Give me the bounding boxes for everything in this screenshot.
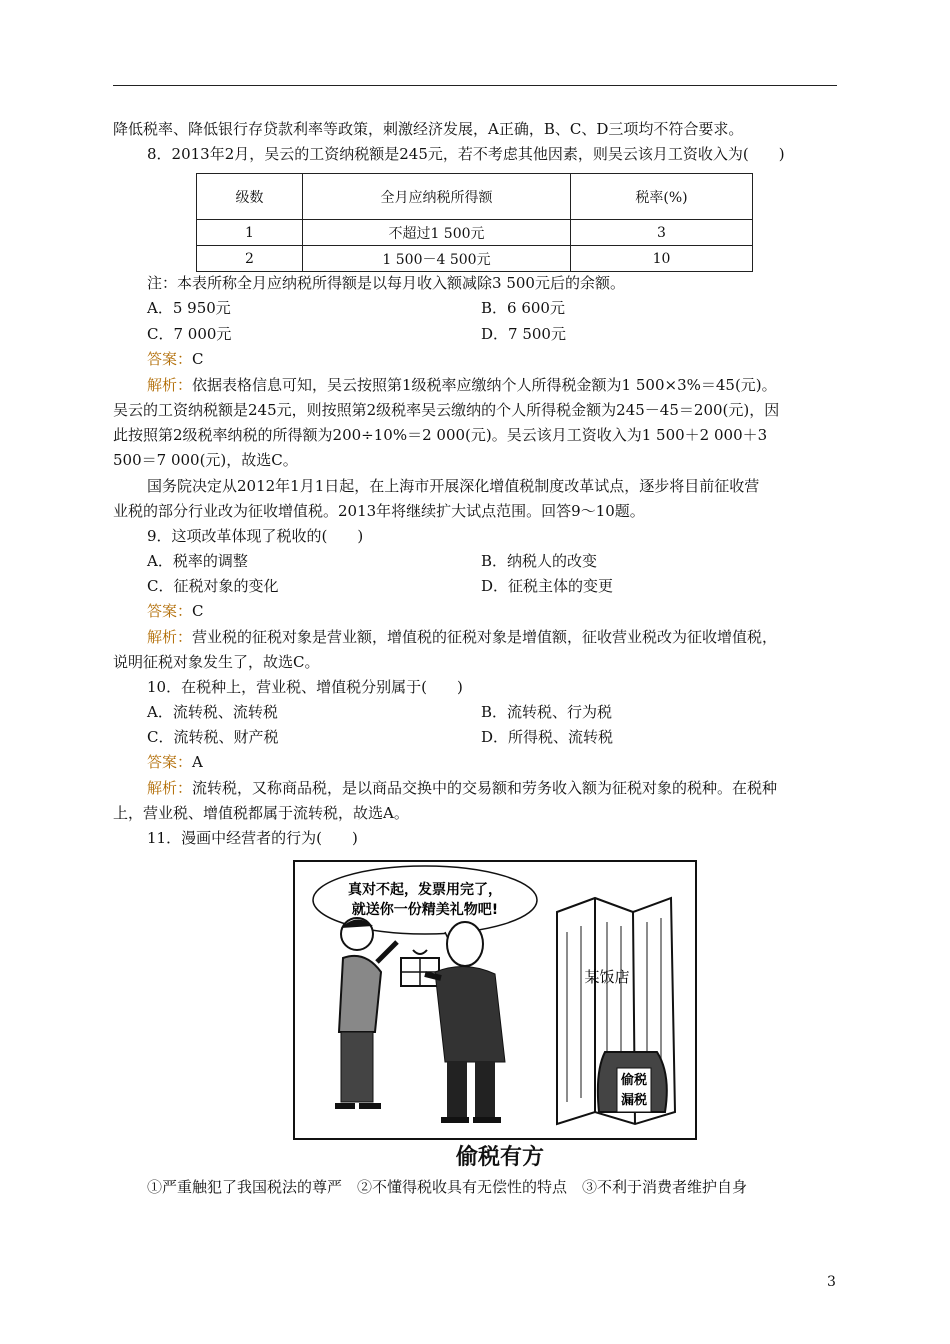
analysis-text: 流转税，又称商品税，是以商品交换中的交易额和劳务收入额为征税对象的税种。在税种: [192, 779, 778, 797]
analysis-line: [147, 626, 877, 648]
question-11-options: ①严重触犯了我国税法的尊严 ②不懂得税收具有无偿性的特点 ③不利于消费者维护自身: [147, 1178, 748, 1196]
intro-text: 国务院决定从2012年1月1日起，在上海市开展深化增值税制度改革试点，逐步将目前征收营: [147, 477, 760, 495]
text-line: 降低税率、降低银行存贷款利率等政策，刺激经济发展，A正确，B、C、D三项均不符合要求。: [113, 120, 744, 138]
table-cell: 3: [571, 220, 753, 246]
answer-label: 答案：: [147, 602, 193, 620]
table-cell: 不超过1 500元: [303, 220, 571, 246]
cartoon-illustration: [293, 860, 697, 1140]
analysis-label: 解析：: [147, 628, 193, 646]
question-9: 9．这项改革体现了税收的( ): [147, 527, 364, 545]
analysis-label: 解析：: [147, 779, 193, 797]
answer-value: A: [192, 753, 203, 771]
option-c: C．流转税、财产税: [147, 728, 279, 746]
speech-line-1: 真对不起，发票用完了，: [348, 882, 502, 898]
table-cell: 2: [197, 246, 303, 272]
option-a: A．流转税、流转税: [147, 703, 278, 721]
shopkeeper-figure: [425, 922, 505, 1120]
analysis-text: 营业税的征税对象是营业额，增值税的征税对象是增值额，征收营业税改为征收增值税，: [192, 628, 778, 646]
option-b: B．流转税、行为税: [481, 703, 613, 721]
analysis-line: [147, 374, 877, 396]
question-8: 8．2013年2月，吴云的工资纳税额是245元，若不考虑其他因素，则吴云该月工资收入为( ): [147, 145, 785, 163]
question-10: 10．在税种上，营业税、增值税分别属于( ): [147, 678, 463, 696]
tax-rate-table: [196, 173, 753, 272]
answer-label: 答案：: [147, 753, 193, 771]
shop-sign: 某饭店: [584, 968, 630, 986]
option-c: C．7 000元: [147, 325, 232, 343]
speech-line-2: 就送你一份精美礼物吧!: [351, 902, 499, 918]
table-header: 税率(%): [571, 174, 753, 220]
option-c: C．征税对象的变化: [147, 577, 279, 595]
answer-line: [147, 348, 877, 370]
table-header: 全月应纳税所得额: [303, 174, 571, 220]
option-a: A．5 950元: [147, 299, 231, 317]
answer-line: [147, 751, 877, 773]
bag-label-2: 漏税: [620, 1093, 648, 1108]
option-b: B．纳税人的改变: [481, 552, 598, 570]
table-cell: 1 500－4 500元: [303, 246, 571, 272]
answer-value: C: [192, 350, 204, 368]
intro-text: 业税的部分行业改为征收增值税。2013年将继续扩大试点范围。回答9～10题。: [113, 502, 645, 520]
table-header: 级数: [197, 174, 303, 220]
bag-label-1: 偷税: [620, 1073, 648, 1088]
option-b: B．6 600元: [481, 299, 565, 317]
option-d: D．7 500元: [481, 325, 566, 343]
customer-figure: [335, 918, 397, 1106]
analysis-label: 解析：: [147, 376, 193, 394]
page-number: 3: [827, 1274, 836, 1290]
answer-value: C: [192, 602, 204, 620]
analysis-text: 500＝7 000(元)，故选C。: [113, 451, 298, 469]
option-d: D．征税主体的变更: [481, 577, 614, 595]
table-note: 注：本表所称全月应纳税所得额是以每月收入额减除3 500元后的余额。: [147, 274, 625, 292]
cartoon-drawing: [295, 862, 695, 1138]
question-11: 11．漫画中经营者的行为( ): [147, 829, 358, 847]
gift-box-icon: [401, 950, 439, 986]
analysis-text: 此按照第2级税率纳税的所得额为200÷10%＝2 000(元)。吴云该月工资收入为1 500＋2 000＋3: [113, 426, 768, 444]
option-a: A．税率的调整: [147, 552, 248, 570]
answer-line: [147, 600, 877, 622]
table-cell: 10: [571, 246, 753, 272]
analysis-text: 说明征税对象发生了，故选C。: [113, 653, 320, 671]
analysis-text: 上，营业税、增值税都属于流转税，故选A。: [113, 804, 409, 822]
answer-label: 答案：: [147, 350, 193, 368]
table-cell: 1: [197, 220, 303, 246]
option-d: D．所得税、流转税: [481, 728, 614, 746]
analysis-text: 依据表格信息可知，吴云按照第1级税率应缴纳个人所得税金额为1 500×3%＝45(元)。: [192, 376, 777, 394]
analysis-line: [147, 777, 877, 799]
header-rule: [113, 85, 837, 86]
cartoon-caption: 偷税有方: [455, 1145, 544, 1170]
analysis-text: 吴云的工资纳税额是245元，则按照第2级税率吴云缴纳的个人所得税金额为245－45＝200(元)，因: [113, 401, 780, 419]
